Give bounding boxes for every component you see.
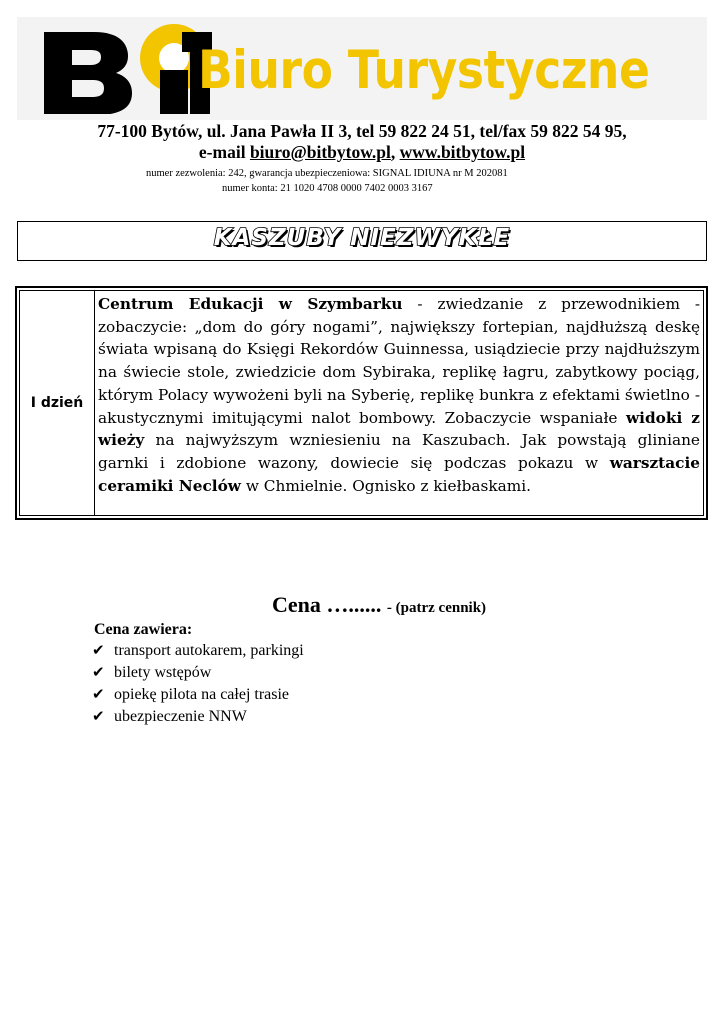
- title-box: [17, 221, 707, 261]
- logo-text: Biuro Turystyczne: [198, 40, 650, 101]
- program-table: [15, 286, 708, 520]
- list-item-label: ubezpieczenie NNW: [114, 708, 247, 725]
- program-row: [19, 290, 704, 516]
- description-text-3: w Chmielnie. Ognisko z kiełbaskami.: [240, 476, 531, 495]
- includes-list: [92, 639, 304, 727]
- includes-title: Cena zawiera:: [94, 621, 193, 638]
- checkmark-icon: ✔: [92, 663, 105, 681]
- day-description: [98, 293, 700, 497]
- description-text-1: - zwiedzanie z przewodnikiem - zobaczycie: „dom do góry nogami”, największy fortepian, najdłuższą deskę świata wpisaną do Księgi Rekordów Guinnessa, usiądziecie przy najdłuższym na świecie stole, zwiedzicie dom Sybiraka, replikę łagru, zabytkowy pociąg, którym Polacy wywożeni byli na Syberię, replikę bunkra z efektami świetlno - akustycznymi imitującymi nalot bombowy. Zobaczycie wspaniałe: [98, 295, 700, 427]
- list-item: [92, 639, 304, 661]
- description-text-2: na najwyższym wzniesieniu na Kaszubach. Jak powstają gliniane garnki i zdobione wazony, dowiecie się podczas pokazu w: [98, 431, 700, 472]
- page-title: KASZUBY NIEZWYKŁE: [213, 225, 511, 251]
- list-item: [92, 705, 304, 727]
- checkmark-icon: ✔: [92, 641, 105, 659]
- permit-line: numer zezwolenia: 242, gwarancja ubezpieczeniowa: SIGNAL IDIUNA nr M 202081: [146, 168, 508, 179]
- account-line: numer konta: 21 1020 4708 0000 7402 0003 3167: [222, 183, 433, 194]
- checkmark-icon: ✔: [92, 707, 105, 725]
- day-label: I dzień: [20, 291, 95, 515]
- list-item-label: opiekę pilota na całej trasie: [114, 686, 290, 703]
- contact-line: [0, 142, 724, 163]
- list-item-label: bilety wstępów: [114, 664, 212, 681]
- list-item: [92, 683, 304, 705]
- email-separator: ,: [390, 142, 400, 162]
- email-link[interactable]: biuro@bitbytow.pl: [249, 142, 391, 162]
- price-label: Cena …......: [272, 592, 387, 617]
- price-note: - (patrz cennik): [386, 600, 487, 616]
- highlight-warsztat: warsztacie ceramiki Neclów: [98, 453, 700, 495]
- highlight-widoki: widoki z wieży: [98, 408, 700, 450]
- website-link[interactable]: www.bitbytow.pl: [399, 142, 526, 162]
- price-line: [272, 592, 486, 618]
- bit-logo-icon: [42, 18, 212, 114]
- highlight-centrum: Centrum Edukacji w Szymbarku: [98, 295, 403, 313]
- list-item: [92, 661, 304, 683]
- address-line: 77-100 Bytów, ul. Jana Pawła II 3, tel 59 822 24 51, tel/fax 59 822 54 95,: [97, 121, 627, 141]
- list-item-label: transport autokarem, parkingi: [114, 642, 304, 659]
- email-label: e-mail: [198, 142, 250, 162]
- checkmark-icon: ✔: [92, 685, 105, 703]
